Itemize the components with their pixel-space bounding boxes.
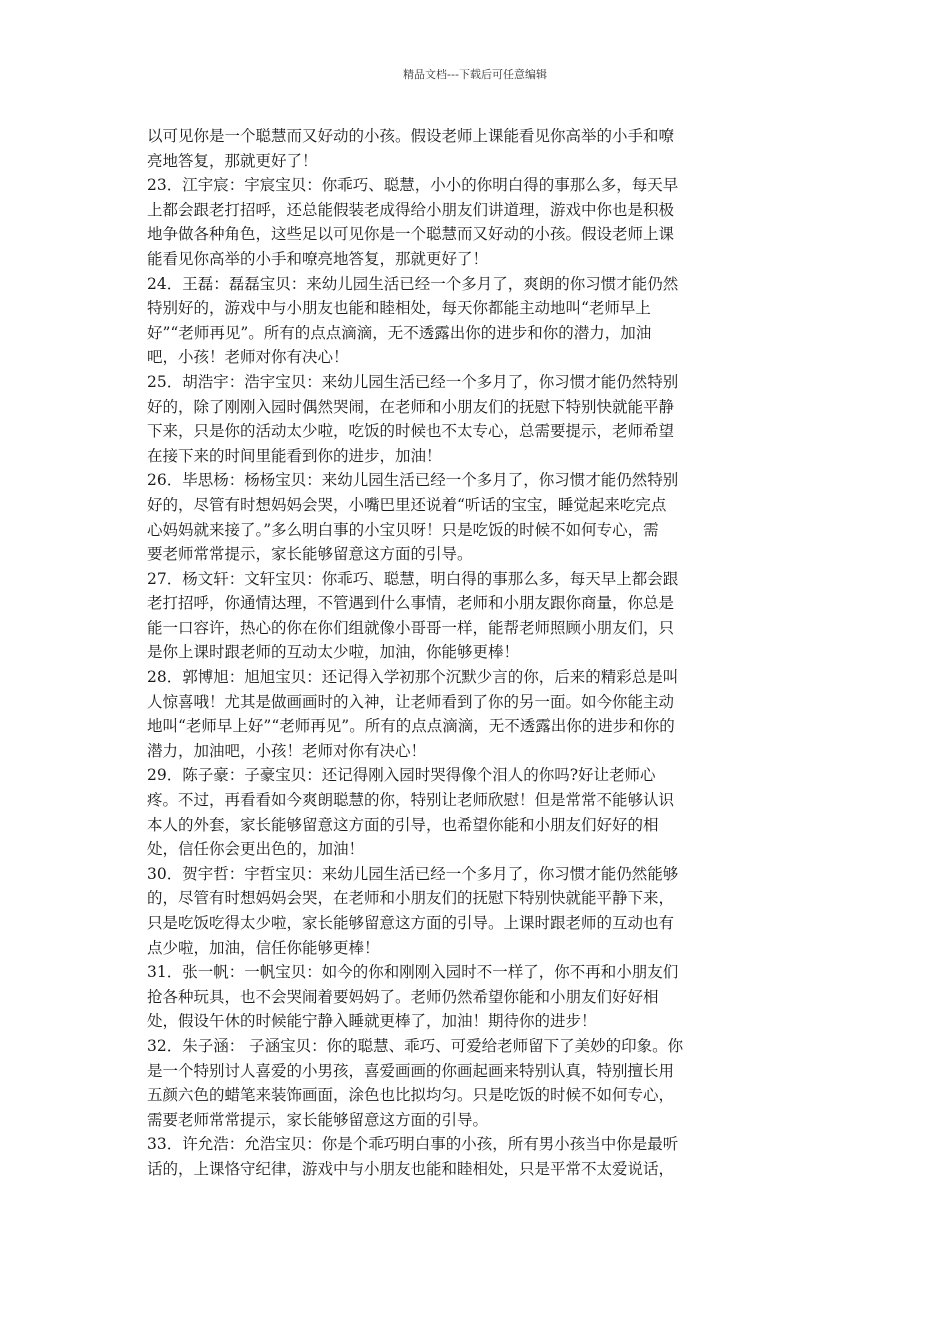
text-line: 需要老师常常提示，家长能够留意这方面的引导。 (147, 1110, 489, 1129)
text-line: 的，尽管有时想妈妈会哭，在老师和小朋友们的抚慰下特别快就能平静下来， (147, 889, 675, 908)
text-line: 人惊喜哦！尤其是做画画时的入神，让老师看到了你的另一面。如今你能主动 (147, 692, 675, 711)
text-line: 27．杨文轩：文轩宝贝：你乖巧、聪慧，明白得的事那么多，每天早上都会跟 (147, 569, 679, 588)
page-header: 精品文档---下载后可任意编辑 (403, 68, 547, 81)
text-line: 抢各种玩具，也不会哭闹着要妈妈了。老师仍然希望你能和小朋友们好好相 (147, 987, 659, 1006)
text-line: 是一个特别讨人喜爱的小男孩，喜爱画画的你画起画来特别认真，特别擅长用 (147, 1061, 675, 1080)
text-line: 25．胡浩宇：浩宇宝贝：来幼儿园生活已经一个多月了，你习惯才能仍然特别 (147, 372, 679, 391)
text-line: 吧，小孩！老师对你有决心！ (147, 348, 349, 367)
text-line: 31．张一帆：一帆宝贝：如今的你和刚刚入园时不一样了，你不再和小朋友们 (147, 963, 679, 982)
text-line: 32．朱子涵： 子涵宝贝：你的聪慧、乖巧、可爱给老师留下了美妙的印象。你 (147, 1036, 684, 1055)
text-line: 点少啦，加油，信任你能够更棒！ (147, 938, 380, 957)
text-line: 33．许允浩：允浩宝贝：你是个乖巧明白事的小孩，所有男小孩当中你是最听 (147, 1135, 679, 1154)
text-line: 24．王磊：磊磊宝贝：来幼儿园生活已经一个多月了，爽朗的你习惯才能仍然 (147, 274, 679, 293)
text-line: 处，信任你会更出色的，加油！ (147, 840, 365, 859)
text-line: 处，假设午休的时候能宁静入睡就更棒了，加油！期待你的进步！ (147, 1012, 597, 1031)
text-line: 地叫“老师早上好”“老师再见”。所有的点点滴滴，无不透露出你的进步和你的 (147, 717, 675, 736)
text-line: 上都会跟老打招呼，还总能假装老成得给小朋友们讲道理，游戏中你也是积极 (147, 200, 675, 219)
text-line: 好的，除了刚刚入园时偶然哭闹，在老师和小朋友们的抚慰下特别快就能平静 (147, 397, 675, 416)
text-line: 是你上课时跟老师的互动太少啦，加油，你能够更棒！ (147, 643, 520, 662)
text-line: 疼。不过，再看看如今爽朗聪慧的你，特别让老师欣慰！但是常常不能够认识 (147, 791, 675, 810)
text-line: 以可见你是一个聪慧而又好动的小孩。假设老师上课能看见你高举的小手和嘹 (147, 127, 675, 145)
text-line: 23．江宇宸：宇宸宝贝：你乖巧、聪慧，小小的你明白得的事那么多，每天早 (147, 176, 679, 195)
text-line: 下来，只是你的活动太少啦，吃饭的时候也不太专心，总需要提示，老师希望 (147, 422, 675, 441)
text-line: 28．郭博旭：旭旭宝贝：还记得入学初那个沉默少言的你，后来的精彩总是叫 (147, 668, 679, 687)
text-line: 五颜六色的蜡笔来装饰画面，涂色也比拟均匀。只是吃饭的时候不如何专心， (147, 1086, 675, 1105)
text-line: 要老师常常提示，家长能够留意这方面的引导。 (147, 545, 473, 564)
text-line: 心妈妈就来接了。”多么明白事的小宝贝呀！只是吃饭的时候不如何专心，需 (147, 520, 659, 539)
text-line: 能看见你高举的小手和嘹亮地答复，那就更好了！ (147, 249, 489, 268)
document-body (147, 124, 811, 1182)
text-line: 亮地答复，那就更好了！ (147, 151, 318, 170)
text-line: 好的，尽管有时想妈妈会哭，小嘴巴里还说着“听话的宝宝，睡觉起来吃完点 (147, 495, 667, 514)
text-line: 老打招呼，你通情达理，不管遇到什么事情，老师和小朋友跟你商量，你总是 (147, 594, 675, 613)
text-line: 30．贺宇哲：宇哲宝贝：来幼儿园生活已经一个多月了，你习惯才能仍然能够 (147, 864, 679, 883)
text-line: 好”“老师再见”。所有的点点滴滴，无不透露出你的进步和你的潜力，加油 (147, 323, 652, 342)
text-line: 地争做各种角色，这些足以可见你是一个聪慧而又好动的小孩。假设老师上课 (147, 225, 675, 244)
text-line: 本人的外套，家长能够留意这方面的引导，也希望你能和小朋友们好好的相 (147, 815, 659, 834)
text-line: 在接下来的时间里能看到你的进步，加油！ (147, 446, 442, 465)
text-line: 特别好的，游戏中与小朋友也能和睦相处，每天你都能主动地叫“老师早上 (147, 299, 651, 318)
text-line: 29．陈子豪：子豪宝贝：还记得刚入园时哭得像个泪人的你吗?好让老师心 (147, 766, 656, 785)
text-line: 话的，上课恪守纪律，游戏中与小朋友也能和睦相处，只是平常不太爱说话， (147, 1159, 675, 1178)
text-line: 只是吃饭吃得太少啦，家长能够留意这方面的引导。上课时跟老师的互动也有 (147, 914, 675, 932)
text-line: 能一口容许，热心的你在你们组就像小哥哥一样，能帮老师照顾小朋友们，只 (147, 618, 675, 637)
text-line: 潜力，加油吧，小孩！老师对你有决心！ (147, 741, 427, 760)
text-line: 26．毕思杨：杨杨宝贝：来幼儿园生活已经一个多月了，你习惯才能仍然特别 (147, 471, 679, 490)
